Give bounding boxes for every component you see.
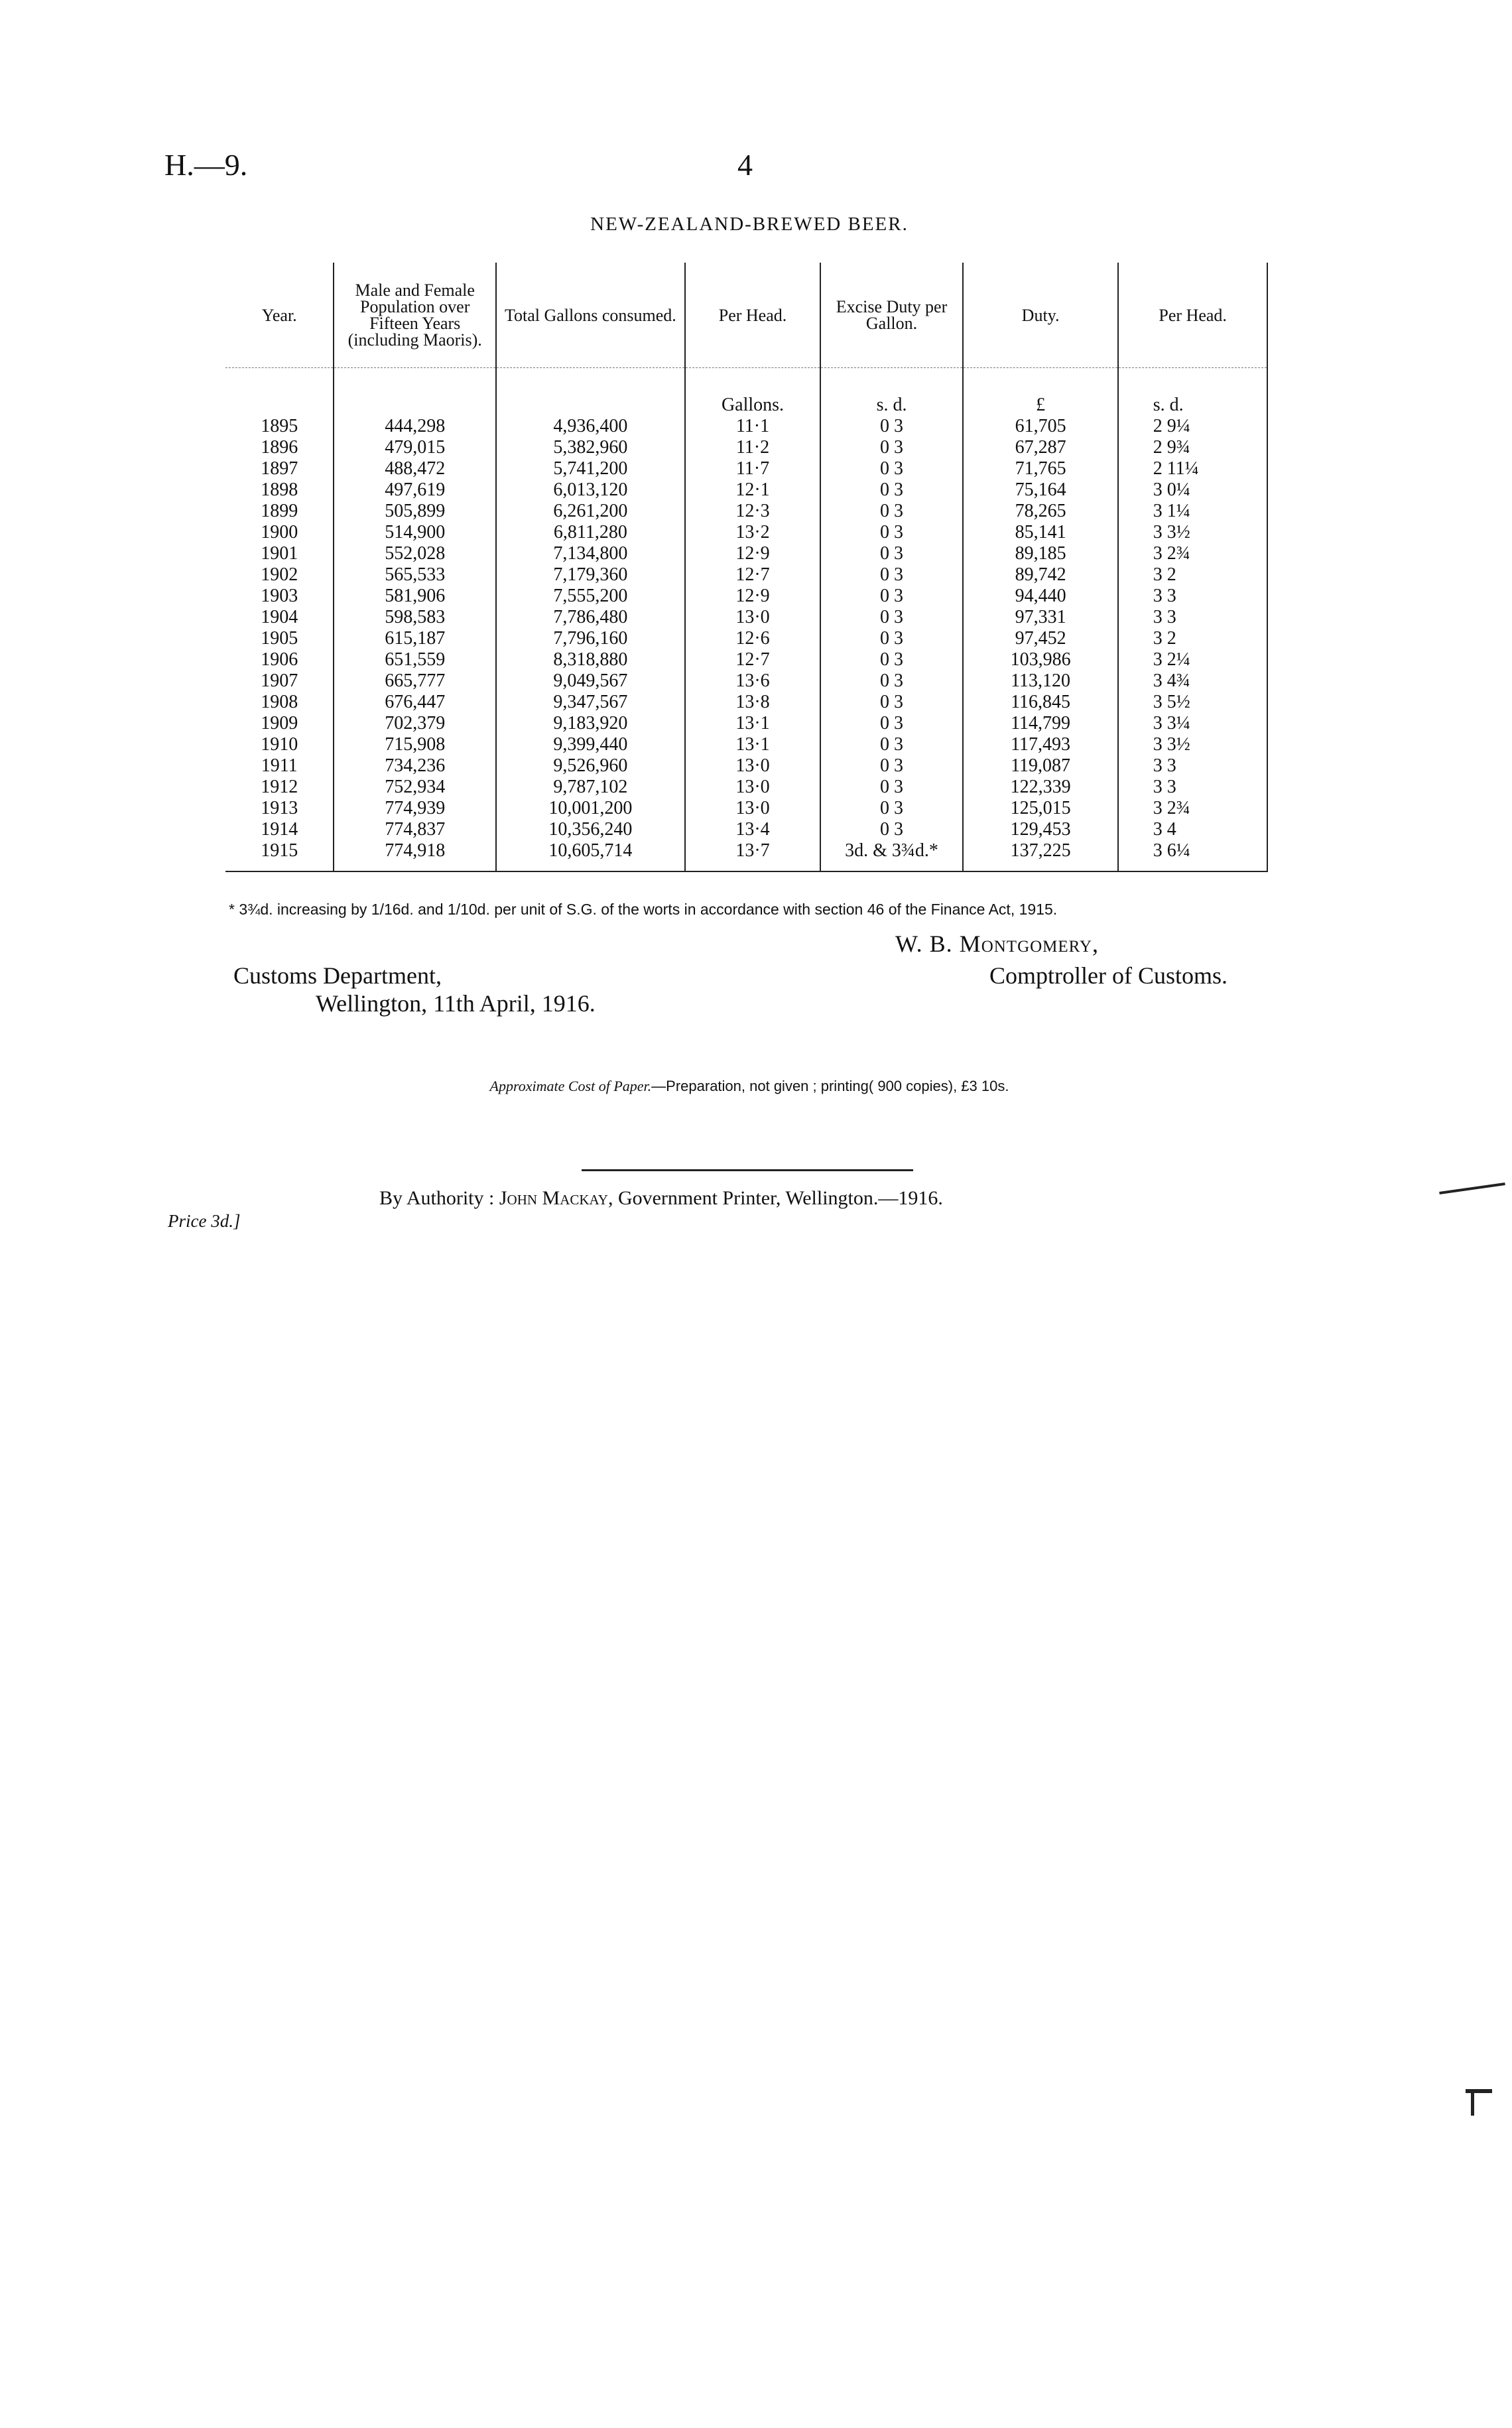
year-cell: 1901 — [261, 543, 298, 564]
table-title: NEW-ZEALAND-BREWED BEER. — [590, 214, 909, 235]
gallons-cell: 7,555,200 — [496, 586, 685, 607]
excise-cell: 3d. & 3¾d.* — [820, 840, 963, 871]
per-head-duty-cell — [1118, 692, 1267, 713]
per-head-duty-value: 3 5½ — [1153, 692, 1190, 712]
per-head-duty-value: 3 3 — [1153, 586, 1176, 606]
excise-cell: 0 3 — [820, 755, 963, 777]
footnote: * 3¾d. increasing by 1/16d. and 1/10d. per unit of S.G. of the worts in accordance with section 46 of the Finance Act, 1915. — [229, 901, 1058, 918]
per-head-duty-value: 3 3 — [1153, 755, 1176, 776]
year-cell: 1911 — [261, 755, 298, 776]
excise-cell: 0 3 — [820, 649, 963, 671]
duty-cell: 71,765 — [963, 458, 1119, 479]
excise-cell: 0 3 — [820, 692, 963, 713]
duty-cell: 78,265 — [963, 501, 1119, 522]
excise-cell: 0 3 — [820, 628, 963, 649]
per-head-gallons-cell: 13·1 — [685, 734, 821, 755]
gallons-cell: 9,526,960 — [496, 755, 685, 777]
per-head-duty-cell — [1118, 798, 1267, 819]
gallons-cell: 6,811,280 — [496, 522, 685, 543]
unit-cell: £ — [963, 368, 1119, 416]
table-row — [225, 501, 1267, 522]
imprint-prefix: By Authority : — [379, 1187, 499, 1209]
population-cell: 715,908 — [334, 734, 496, 755]
per-head-duty-cell — [1118, 840, 1267, 871]
per-head-duty-value: 3 0¼ — [1153, 479, 1190, 500]
per-head-gallons-cell: 13·4 — [685, 819, 821, 840]
duty-cell: 125,015 — [963, 798, 1119, 819]
population-cell: 774,939 — [334, 798, 496, 819]
excise-cell: 0 3 — [820, 586, 963, 607]
duty-cell: 122,339 — [963, 777, 1119, 798]
per-head-gallons-cell: 11·1 — [685, 416, 821, 437]
excise-cell: 0 3 — [820, 522, 963, 543]
year-cell: 1903 — [261, 586, 298, 606]
signatory-title: Comptroller of Customs. — [989, 962, 1228, 989]
per-head-duty-cell — [1118, 628, 1267, 649]
population-cell: 514,900 — [334, 522, 496, 543]
per-head-gallons-cell: 13·6 — [685, 671, 821, 692]
excise-cell: 0 3 — [820, 671, 963, 692]
population-cell: 702,379 — [334, 713, 496, 734]
table-row — [225, 607, 1267, 628]
data-table — [225, 263, 1268, 872]
gallons-cell: 8,318,880 — [496, 649, 685, 671]
duty-cell: 119,087 — [963, 755, 1119, 777]
population-cell: 651,559 — [334, 649, 496, 671]
table-row — [225, 586, 1267, 607]
per-head-duty-value: 3 2 — [1153, 628, 1176, 649]
population-cell: 734,236 — [334, 755, 496, 777]
per-head-gallons-cell: 12·1 — [685, 479, 821, 501]
per-head-duty-cell — [1118, 607, 1267, 628]
table-row — [225, 437, 1267, 458]
table-body — [225, 368, 1267, 872]
table-row — [225, 564, 1267, 586]
per-head-duty-value: 3 4¾ — [1153, 671, 1190, 691]
gallons-cell: 4,936,400 — [496, 416, 685, 437]
year-cell: 1900 — [261, 522, 298, 543]
cost-text: —Preparation, not given ; printing( 900 copies), £3 10s. — [651, 1078, 1009, 1094]
year-cell: 1898 — [261, 479, 298, 500]
year-cell: 1913 — [261, 798, 298, 818]
beer-statistics-table — [225, 263, 1268, 872]
page-number: 4 — [737, 148, 753, 182]
cost-note — [0, 1078, 1499, 1095]
year-cell: 1912 — [261, 777, 298, 797]
table-row — [225, 840, 1267, 871]
table-row — [225, 416, 1267, 437]
duty-cell: 116,845 — [963, 692, 1119, 713]
per-head-gallons-cell: 11·2 — [685, 437, 821, 458]
gallons-cell: 7,179,360 — [496, 564, 685, 586]
col-gallons-header: Total Gallons consumed. — [496, 263, 685, 368]
per-head-gallons-cell: 13·7 — [685, 840, 821, 871]
printer-imprint — [379, 1187, 943, 1210]
per-head-duty-value: 3 1¼ — [1153, 501, 1190, 521]
per-head-gallons-cell: 13·0 — [685, 798, 821, 819]
unit-cell: Gallons. — [685, 368, 821, 416]
per-head-duty-value: 2 11¼ — [1153, 458, 1199, 479]
excise-cell: 0 3 — [820, 607, 963, 628]
printer-name: John Mackay — [499, 1187, 608, 1209]
department: Customs Department, — [233, 962, 442, 989]
excise-cell: 0 3 — [820, 416, 963, 437]
col-duty-header: Duty. — [963, 263, 1119, 368]
duty-cell: 89,185 — [963, 543, 1119, 564]
year-cell: 1902 — [261, 564, 298, 585]
per-head-duty-cell — [1118, 777, 1267, 798]
population-cell: 598,583 — [334, 607, 496, 628]
year-cell: 1909 — [261, 713, 298, 734]
year-cell: 1896 — [261, 437, 298, 458]
per-head-duty-value: 3 2¾ — [1153, 543, 1190, 564]
excise-cell: 0 3 — [820, 543, 963, 564]
duty-cell: 129,453 — [963, 819, 1119, 840]
per-head-duty-value: 3 4 — [1153, 819, 1176, 840]
duty-cell: 103,986 — [963, 649, 1119, 671]
unit-cell: s. d. — [820, 368, 963, 416]
excise-cell: 0 3 — [820, 479, 963, 501]
year-cell: 1910 — [261, 734, 298, 755]
excise-cell: 0 3 — [820, 819, 963, 840]
year-cell: 1897 — [261, 458, 298, 479]
per-head-duty-value: 3 3 — [1153, 777, 1176, 797]
per-head-gallons-cell: 13·8 — [685, 692, 821, 713]
population-cell: 488,472 — [334, 458, 496, 479]
per-head-gallons-cell: 13·0 — [685, 777, 821, 798]
per-head-gallons-cell: 13·0 — [685, 755, 821, 777]
year-cell: 1915 — [261, 840, 298, 861]
duty-cell: 67,287 — [963, 437, 1119, 458]
population-cell: 565,533 — [334, 564, 496, 586]
year-cell: 1905 — [261, 628, 298, 649]
table-row — [225, 713, 1267, 734]
scan-mark — [1466, 2089, 1492, 2093]
table-row — [225, 777, 1267, 798]
population-cell: 774,837 — [334, 819, 496, 840]
per-head-duty-value: 3 2 — [1153, 564, 1176, 585]
table-row — [225, 798, 1267, 819]
excise-cell: 0 3 — [820, 777, 963, 798]
units-row — [225, 368, 1267, 416]
table-row — [225, 755, 1267, 777]
table-row — [225, 649, 1267, 671]
per-head-duty-cell — [1118, 734, 1267, 755]
per-head-gallons-cell: 12·3 — [685, 501, 821, 522]
duty-cell: 85,141 — [963, 522, 1119, 543]
gallons-cell: 10,356,240 — [496, 819, 685, 840]
year-cell: 1914 — [261, 819, 298, 840]
year-cell: 1895 — [261, 416, 298, 436]
per-head-duty-cell — [1118, 755, 1267, 777]
per-head-duty-cell — [1118, 649, 1267, 671]
year-cell: 1904 — [261, 607, 298, 627]
excise-cell: 0 3 — [820, 437, 963, 458]
per-head-gallons-cell: 12·7 — [685, 649, 821, 671]
per-head-gallons-cell: 11·7 — [685, 458, 821, 479]
population-cell: 665,777 — [334, 671, 496, 692]
excise-cell: 0 3 — [820, 501, 963, 522]
per-head-duty-cell — [1118, 458, 1267, 479]
per-head-gallons-cell: 12·6 — [685, 628, 821, 649]
per-head-duty-cell — [1118, 671, 1267, 692]
col-population-header: Male and Female Population over Fifteen Years (including Maoris). — [334, 263, 496, 368]
unit-sd: s. d. — [1153, 395, 1184, 415]
per-head-duty-cell — [1118, 501, 1267, 522]
gallons-cell: 7,796,160 — [496, 628, 685, 649]
gallons-cell: 9,787,102 — [496, 777, 685, 798]
cost-label: Approximate Cost of Paper. — [489, 1078, 652, 1094]
year-cell: 1907 — [261, 671, 298, 691]
per-head-duty-cell — [1118, 713, 1267, 734]
scan-mark — [1471, 2089, 1474, 2116]
duty-cell: 137,225 — [963, 840, 1119, 871]
per-head-duty-value: 3 2¾ — [1153, 798, 1190, 818]
year-cell: 1908 — [261, 692, 298, 712]
gallons-cell: 9,183,920 — [496, 713, 685, 734]
gallons-cell: 10,605,714 — [496, 840, 685, 871]
population-cell: 497,619 — [334, 479, 496, 501]
table-row — [225, 628, 1267, 649]
gallons-cell: 5,382,960 — [496, 437, 685, 458]
excise-cell: 0 3 — [820, 713, 963, 734]
unit-cell — [496, 368, 685, 416]
gallons-cell: 9,347,567 — [496, 692, 685, 713]
excise-cell: 0 3 — [820, 458, 963, 479]
gallons-cell: 9,399,440 — [496, 734, 685, 755]
per-head-duty-value: 3 3 — [1153, 607, 1176, 627]
gallons-cell: 7,134,800 — [496, 543, 685, 564]
per-head-duty-value: 3 6¼ — [1153, 840, 1190, 861]
per-head-gallons-cell: 12·9 — [685, 586, 821, 607]
table-row — [225, 819, 1267, 840]
signatory-name: W. B. Montgomery, — [895, 930, 1100, 957]
gallons-cell: 6,013,120 — [496, 479, 685, 501]
excise-cell: 0 3 — [820, 734, 963, 755]
duty-cell: 94,440 — [963, 586, 1119, 607]
table-row — [225, 522, 1267, 543]
per-head-duty-cell — [1118, 416, 1267, 437]
population-cell: 752,934 — [334, 777, 496, 798]
population-cell: 505,899 — [334, 501, 496, 522]
duty-cell: 117,493 — [963, 734, 1119, 755]
year-cell: 1906 — [261, 649, 298, 670]
gallons-cell: 7,786,480 — [496, 607, 685, 628]
population-cell: 676,447 — [334, 692, 496, 713]
population-cell: 552,028 — [334, 543, 496, 564]
population-cell: 615,187 — [334, 628, 496, 649]
divider-rule — [582, 1169, 913, 1171]
scan-mark — [1439, 1182, 1505, 1194]
year-cell: 1899 — [261, 501, 298, 521]
document-reference: H.—9. — [164, 148, 248, 182]
duty-cell: 114,799 — [963, 713, 1119, 734]
per-head-duty-cell — [1118, 564, 1267, 586]
per-head-duty-cell — [1118, 586, 1267, 607]
per-head-gallons-cell: 13·2 — [685, 522, 821, 543]
col-per-head-gallons-header: Per Head. — [685, 263, 821, 368]
per-head-duty-cell — [1118, 819, 1267, 840]
per-head-duty-value: 3 3½ — [1153, 734, 1190, 755]
col-per-head-duty-header: Per Head. — [1118, 263, 1267, 368]
unit-cell — [1118, 368, 1267, 416]
per-head-duty-cell — [1118, 543, 1267, 564]
col-year-header: Year. — [225, 263, 334, 368]
per-head-duty-value: 3 3¼ — [1153, 713, 1190, 734]
unit-cell — [225, 368, 334, 416]
imprint-suffix: , Government Printer, Wellington.—1916. — [607, 1187, 943, 1209]
table-row — [225, 543, 1267, 564]
duty-cell: 89,742 — [963, 564, 1119, 586]
per-head-duty-value: 3 3½ — [1153, 522, 1190, 543]
gallons-cell: 9,049,567 — [496, 671, 685, 692]
header-row — [225, 263, 1267, 368]
per-head-gallons-cell: 13·0 — [685, 607, 821, 628]
per-head-gallons-cell: 13·1 — [685, 713, 821, 734]
per-head-duty-cell — [1118, 479, 1267, 501]
population-cell: 581,906 — [334, 586, 496, 607]
duty-cell: 97,452 — [963, 628, 1119, 649]
duty-cell: 75,164 — [963, 479, 1119, 501]
per-head-duty-cell — [1118, 437, 1267, 458]
population-cell: 774,918 — [334, 840, 496, 871]
gallons-cell: 5,741,200 — [496, 458, 685, 479]
place-date: Wellington, 11th April, 1916. — [316, 990, 596, 1017]
per-head-duty-cell — [1118, 522, 1267, 543]
per-head-duty-value: 3 2¼ — [1153, 649, 1190, 670]
gallons-cell: 10,001,200 — [496, 798, 685, 819]
per-head-duty-value: 2 9¼ — [1153, 416, 1190, 436]
table-row — [225, 671, 1267, 692]
gallons-cell: 6,261,200 — [496, 501, 685, 522]
col-excise-header: Excise Duty per Gallon. — [820, 263, 963, 368]
duty-cell: 113,120 — [963, 671, 1119, 692]
table-row — [225, 734, 1267, 755]
unit-cell — [334, 368, 496, 416]
table-row — [225, 692, 1267, 713]
excise-cell: 0 3 — [820, 564, 963, 586]
per-head-duty-value: 2 9¾ — [1153, 437, 1190, 458]
price: Price 3d.] — [168, 1211, 241, 1231]
population-cell: 479,015 — [334, 437, 496, 458]
table-row — [225, 458, 1267, 479]
duty-cell: 97,331 — [963, 607, 1119, 628]
population-cell: 444,298 — [334, 416, 496, 437]
excise-cell: 0 3 — [820, 798, 963, 819]
per-head-gallons-cell: 12·9 — [685, 543, 821, 564]
duty-cell: 61,705 — [963, 416, 1119, 437]
per-head-gallons-cell: 12·7 — [685, 564, 821, 586]
table-row — [225, 479, 1267, 501]
